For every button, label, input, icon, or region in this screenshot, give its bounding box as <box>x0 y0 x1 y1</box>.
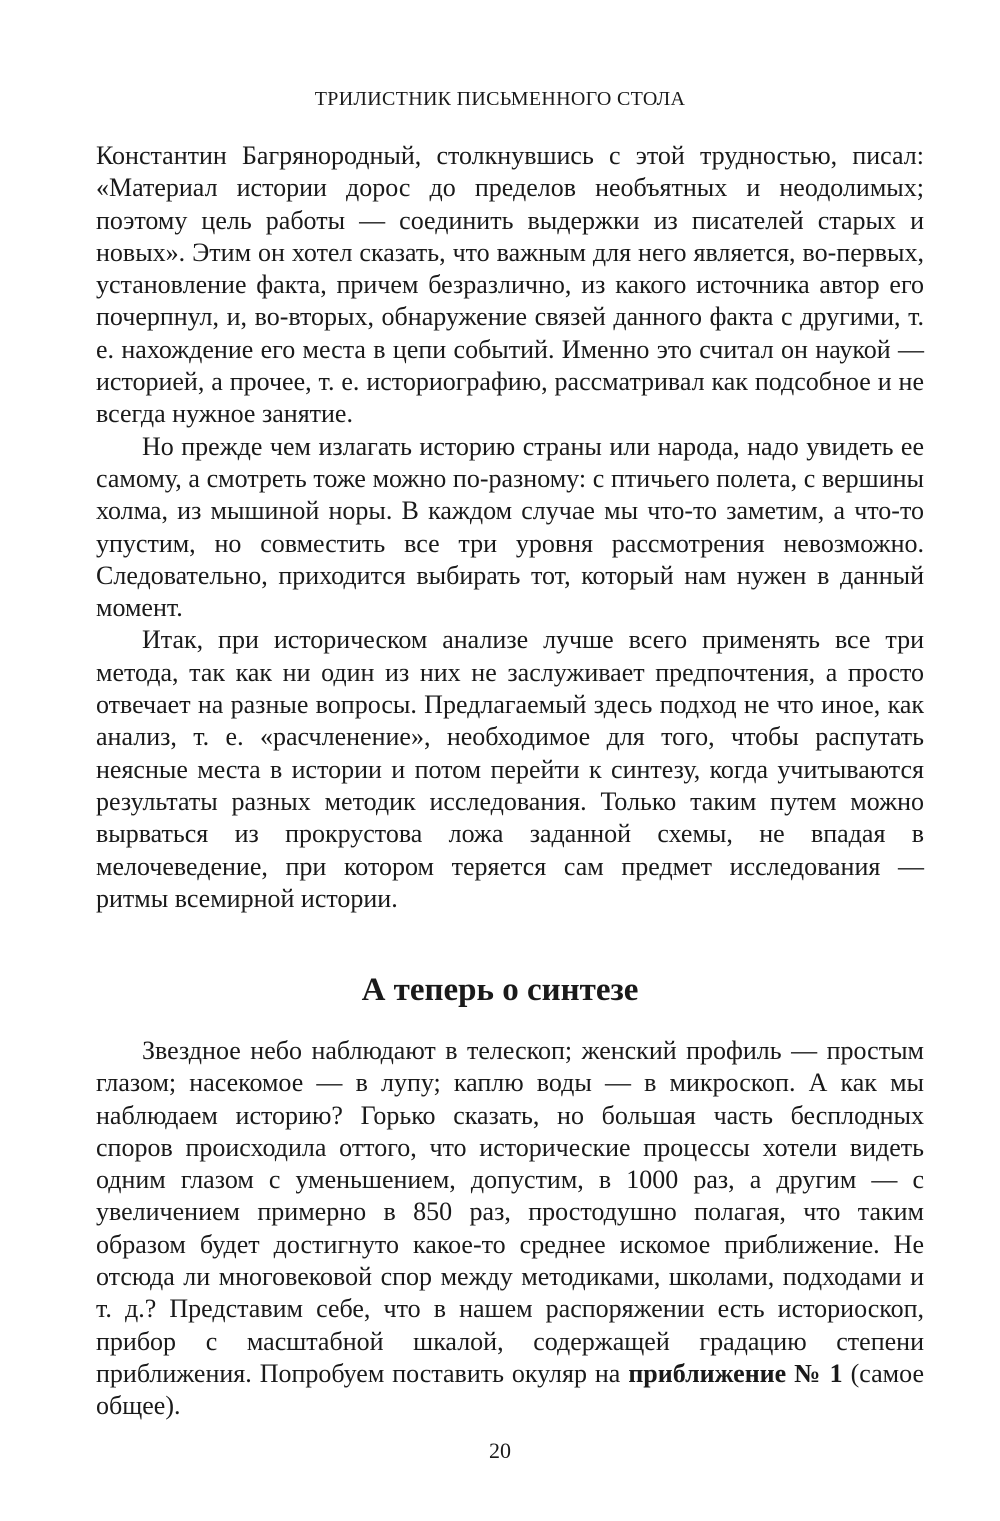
running-head: ТРИЛИСТНИК ПИСЬМЕННОГО СТОЛА <box>314 88 686 110</box>
page-number: 20 <box>489 1438 511 1463</box>
section-body <box>96 1035 924 1423</box>
paragraph: Но прежде чем излагать историю страны или народа, надо увидеть ее самому, а смотреть тоже можно по-разному: с птичьего полета, с вершины холма, из мышиной норы. В каждом случае мы что-то заметим, а что-то упустим, но совместить все три уровня рассмотрения невозможно. Следовательно, приходится выбирать тот, который нам нужен в данный момент. <box>96 431 924 623</box>
paragraph: Итак, при историческом анализе лучше всего применять все три метода, так как ни один из них не заслуживает предпочтения, а просто отвечает на разные вопросы. Предлагаемый здесь подход не что иное, как анализ, т. е. «расчленение», необходимое для того, чтобы распутать неясные места в истории и потом перейти к синтезу, когда учитываются результаты разных методик исследования. Только таким путем можно вырваться из прокрустова ложа заданной схемы, не впадая в мелочеведение, при котором теряется сам предмет исследования — ритмы всемирной истории. <box>96 625 924 913</box>
paragraph: Константин Багрянородный, столкнувшись с этой трудностью, писал: «Материал истории дорос до пределов необъятных и неодолимых; поэтому цель работы — соединить выдержки из писателей старых и новых». Этим он хотел сказать, что важным для него является, во-первых, установление факта, причем безразлично, из какого источника автор его почерпнул, и, во-вторых, обнаружение связей данного факта с другими, т. е. нахождение его места в цепи событий. Именно это считал он наукой — историей, а прочее, т. е. историографию, рассматривал как подсобное и не всегда нужное занятие. <box>96 141 924 429</box>
emphasis-text: приближение № 1 <box>628 1358 843 1388</box>
paragraph-text: Звездное небо наблюдают в телескоп; женский профиль — простым глазом; насекомое — в лупу; каплю воды — в микроскоп. А как мы наблюдаем историю? Горько сказать, но большая часть бесплодных споров происходила оттого, что исторические процессы хотели видеть одним глазом с уменьшением, допустим, в 1000 раз, а другим — с увеличением примерно в 850 раз, простодушно полагая, что таким образом будет достигнуто какое-то среднее искомое приближение. Не отсюда ли многовековой спор между методиками, школами, подходами и т. д.? Представим себе, что в нашем распоряжении есть историоскоп, прибор с масштабной шкалой, содержащей градацию степени приближения. Попробуем поставить окуляр на <box>96 1036 924 1388</box>
paragraph <box>96 1035 924 1423</box>
body-text <box>96 140 924 915</box>
paragraph-tail: (самое общее). <box>96 1358 924 1421</box>
section-heading: А теперь о синтезе <box>361 972 639 1008</box>
